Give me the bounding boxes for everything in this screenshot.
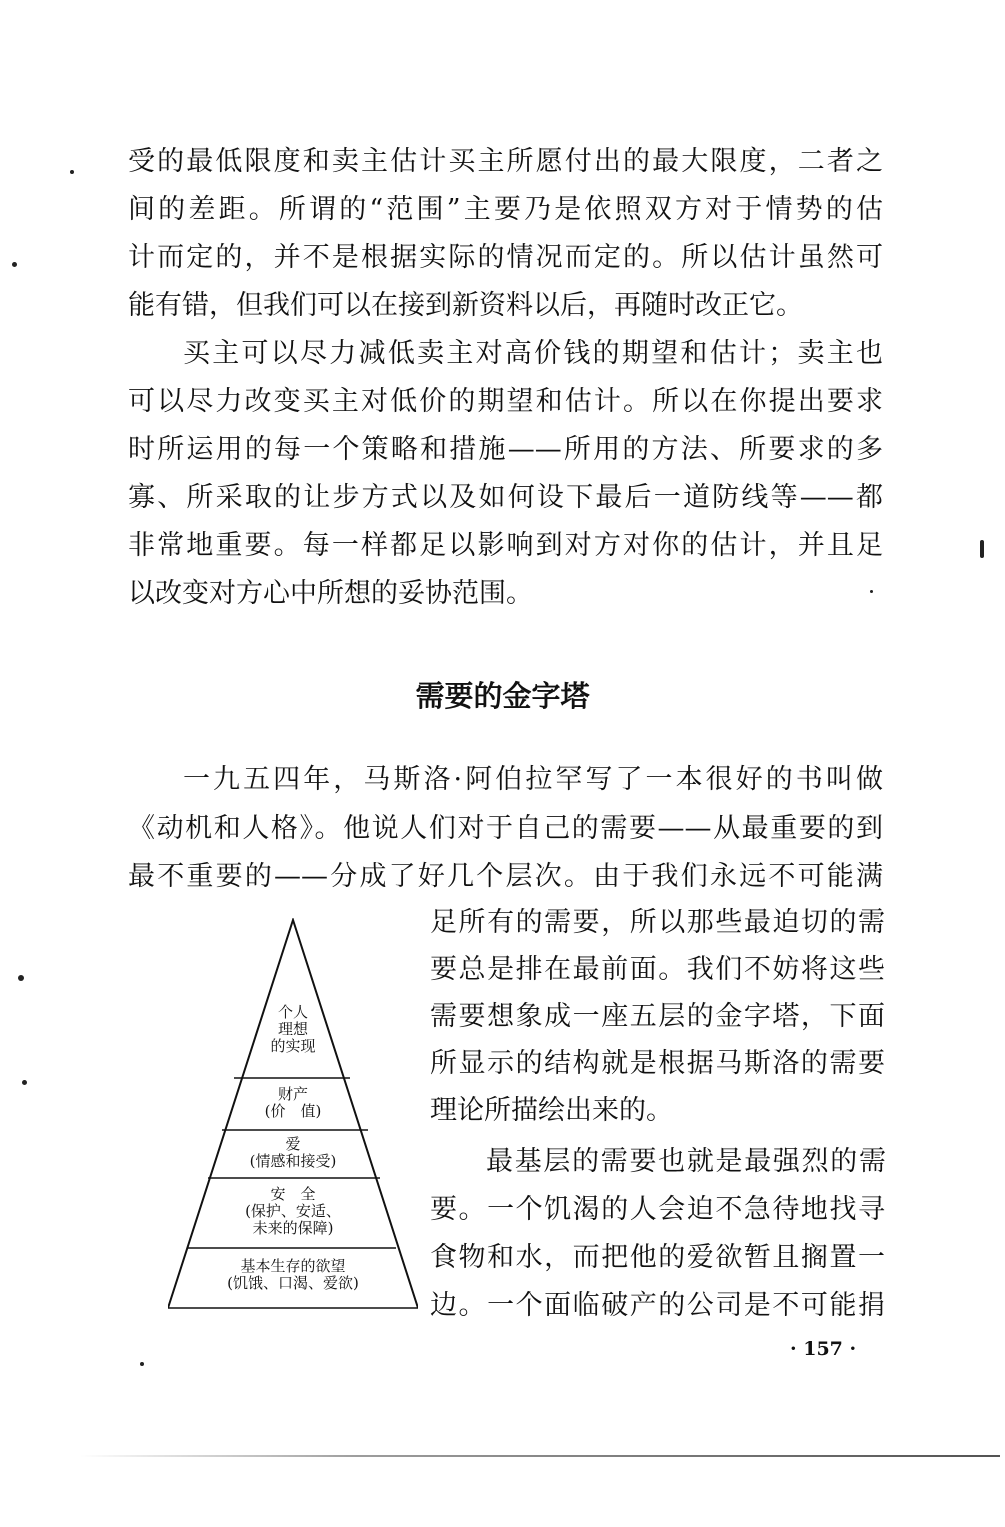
pyramid-level-self-actualization [253, 1004, 333, 1055]
pyramid-level-survival [188, 1258, 398, 1292]
level-text: 财产 [277, 1085, 308, 1103]
text-line: 以改变对方心中所想的妥协范围。 [128, 578, 533, 609]
page-number: · 157 · [790, 1338, 857, 1360]
needs-pyramid-diagram [168, 918, 418, 1318]
scan-speck [22, 1080, 27, 1085]
level-text: (饥饿、口渴、爱欲) [227, 1274, 359, 1292]
text-line: 所显示的结构就是根据马斯洛的需要 [430, 1048, 885, 1079]
level-text: 未来的保障) [252, 1219, 334, 1237]
level-text: (价 值) [264, 1102, 322, 1120]
text-line: 能有错，但我们可以在接到新资料以后，再随时改正它。 [128, 290, 803, 321]
text-line: 计而定的，并不是根据实际的情况而定的。所以估计虽然可 [128, 242, 883, 273]
pyramid-level-love [223, 1136, 363, 1170]
text-line: 需要想象成一座五层的金字塔，下面 [430, 1001, 885, 1032]
level-text: 安 全 [270, 1185, 316, 1203]
section-heading: 需要的金字塔 [415, 679, 590, 713]
text-line: 时所运用的每一个策略和措施——所用的方法、所要求的多 [128, 434, 883, 465]
scan-speck [140, 1362, 144, 1366]
text-line: 最基层的需要也就是最强烈的需 [486, 1146, 886, 1177]
text-line: 一九五四年，马斯洛·阿伯拉罕写了一本很好的书叫做 [183, 764, 883, 795]
text-line: 最不重要的——分成了好几个层次。由于我们永远不可能满 [128, 861, 883, 892]
text-line: 非常地重要。每一样都足以影响到对方对你的估计，并且足 [128, 530, 883, 561]
level-text: 基本生存的欲望 [240, 1257, 346, 1275]
scan-speck [70, 170, 74, 174]
level-text: (情感和接受) [249, 1152, 337, 1170]
text-line: 间的差距。所谓的“范围”主要乃是依照双方对于情势的估 [128, 194, 883, 225]
pyramid-level-safety [213, 1186, 373, 1237]
text-line: 《动机和人格》。他说人们对于自己的需要——从最重要的到 [128, 813, 883, 844]
level-text: (保护、安适、 [245, 1202, 341, 1220]
level-text: 爱 [285, 1135, 301, 1153]
pyramid-level-value [243, 1086, 343, 1120]
text-line: 受的最低限度和卖主估计买主所愿付出的最大限度，二者之 [128, 146, 883, 177]
text-line: 食物和水，而把他的爱欲暂且搁置一 [430, 1242, 885, 1273]
text-line: 寡、所采取的让步方式以及如何设下最后一道防线等——都 [128, 482, 883, 513]
text-line: 要总是排在最前面。我们不妨将这些 [430, 954, 885, 985]
level-text: 的实现 [270, 1037, 316, 1055]
level-text: 个人 [277, 1003, 308, 1021]
text-line: 理论所描绘出来的。 [430, 1095, 673, 1126]
scan-edge-line [80, 1455, 1000, 1457]
text-line: 要。一个饥渴的人会迫不急待地找寻 [430, 1194, 885, 1225]
text-line: 可以尽力改变买主对低价的期望和估计。所以在你提出要求 [128, 386, 883, 417]
text-line: 足所有的需要，所以那些最迫切的需 [430, 907, 885, 938]
scan-speck [18, 975, 24, 981]
scan-speck [870, 590, 873, 593]
level-text: 理想 [277, 1020, 308, 1038]
scan-speck [12, 262, 17, 267]
text-line: 买主可以尽力减低卖主对高价钱的期望和估计；卖主也 [183, 338, 883, 369]
scan-speck [980, 540, 984, 558]
text-line: 边。一个面临破产的公司是不可能捐 [430, 1290, 885, 1321]
